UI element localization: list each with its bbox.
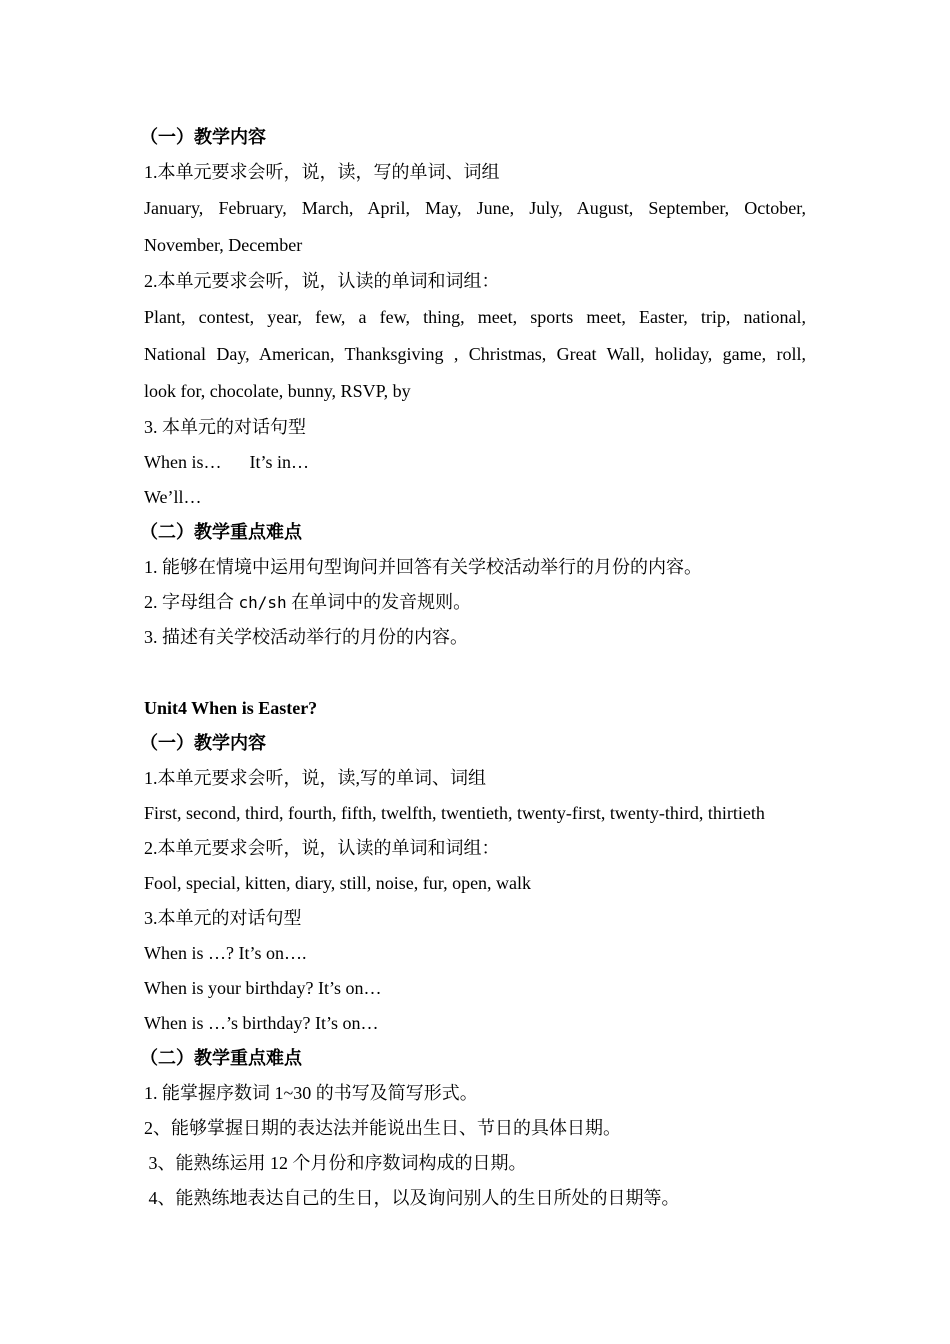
unit4-key-point-3: 3、能熟练运用 12 个月份和序数词构成的日期。	[144, 1153, 527, 1173]
unit3-key-point-1: 1. 能够在情境中运用句型询问并回答有关学校活动举行的月份的内容。	[144, 557, 702, 577]
unit3-dialogue-pattern-1	[144, 445, 806, 480]
unit4-requirement-1: 1.本单元要求会听，说，读,写的单词、词组	[144, 768, 486, 788]
unit3-month-words-line-1: January, February, March, April, May, June, July, August, September, October,	[144, 198, 806, 218]
unit4-requirement-2: 2.本单元要求会听，说，认读的单词和词组：	[144, 838, 500, 858]
unit4-vocab: Fool, special, kitten, diary, still, noise, fur, open, walk	[144, 873, 532, 893]
unit3-requirement-2: 2.本单元要求会听，说，认读的单词和词组：	[144, 271, 500, 291]
unit4-key-points-heading: （二）教学重点难点	[140, 1048, 302, 1068]
unit4-requirement-3: 3.本单元的对话句型	[144, 908, 302, 928]
unit3-dialogue-pattern-2: We’ll…	[144, 487, 202, 507]
unit4-key-point-1: 1. 能掌握序数词 1~30 的书写及简写形式。	[144, 1083, 478, 1103]
unit3-key-points-heading: （二）教学重点难点	[140, 522, 302, 542]
unit3-content-heading: （一）教学内容	[140, 127, 266, 147]
unit3-requirement-3: 3. 本单元的对话句型	[144, 417, 306, 437]
key-point-2-prefix: 2. 字母组合	[144, 592, 239, 612]
section-spacer	[144, 655, 806, 691]
unit3-month-words-line-2: November, December	[144, 235, 303, 255]
unit3-vocab-line-2: National Day, American, Thanksgiving , Christmas, Great Wall, holiday, game, roll,	[144, 344, 806, 364]
document-body	[140, 120, 806, 1216]
pattern-its-in: It’s in…	[249, 452, 309, 472]
unit4-dialogue-pattern-3: When is …’s birthday? It’s on…	[144, 1013, 379, 1033]
pattern-when-is: When is…	[144, 452, 222, 472]
unit4-dialogue-pattern-2: When is your birthday? It’s on…	[144, 978, 382, 998]
unit4-key-point-2: 2、能够掌握日期的表达法并能说出生日、节日的具体日期。	[144, 1118, 621, 1138]
unit4-title: Unit4 When is Easter?	[144, 698, 318, 718]
unit3-vocab-line-1: Plant, contest, year, few, a few, thing, meet, sports meet, Easter, trip, national,	[144, 307, 806, 327]
unit4-key-point-4: 4、能熟练地表达自己的生日，以及询问别人的生日所处的日期等。	[144, 1188, 680, 1208]
unit4-dialogue-pattern-1: When is …? It’s on….	[144, 943, 307, 963]
unit3-requirement-1: 1.本单元要求会听，说，读，写的单词、词组	[144, 162, 500, 182]
unit4-ordinal-words: First, second, third, fourth, fifth, twelfth, twentieth, twenty-first, twenty-third, thirtieth	[144, 803, 765, 823]
unit4-content-heading: （一）教学内容	[140, 733, 266, 753]
unit3-vocab-line-3: look for, chocolate, bunny, RSVP, by	[144, 381, 411, 401]
unit3-key-point-2	[144, 585, 806, 620]
unit3-key-point-3: 3. 描述有关学校活动举行的月份的内容。	[144, 627, 468, 647]
key-point-2-letters: ch/sh	[238, 593, 287, 612]
key-point-2-suffix: 在单词中的发音规则。	[286, 592, 472, 612]
